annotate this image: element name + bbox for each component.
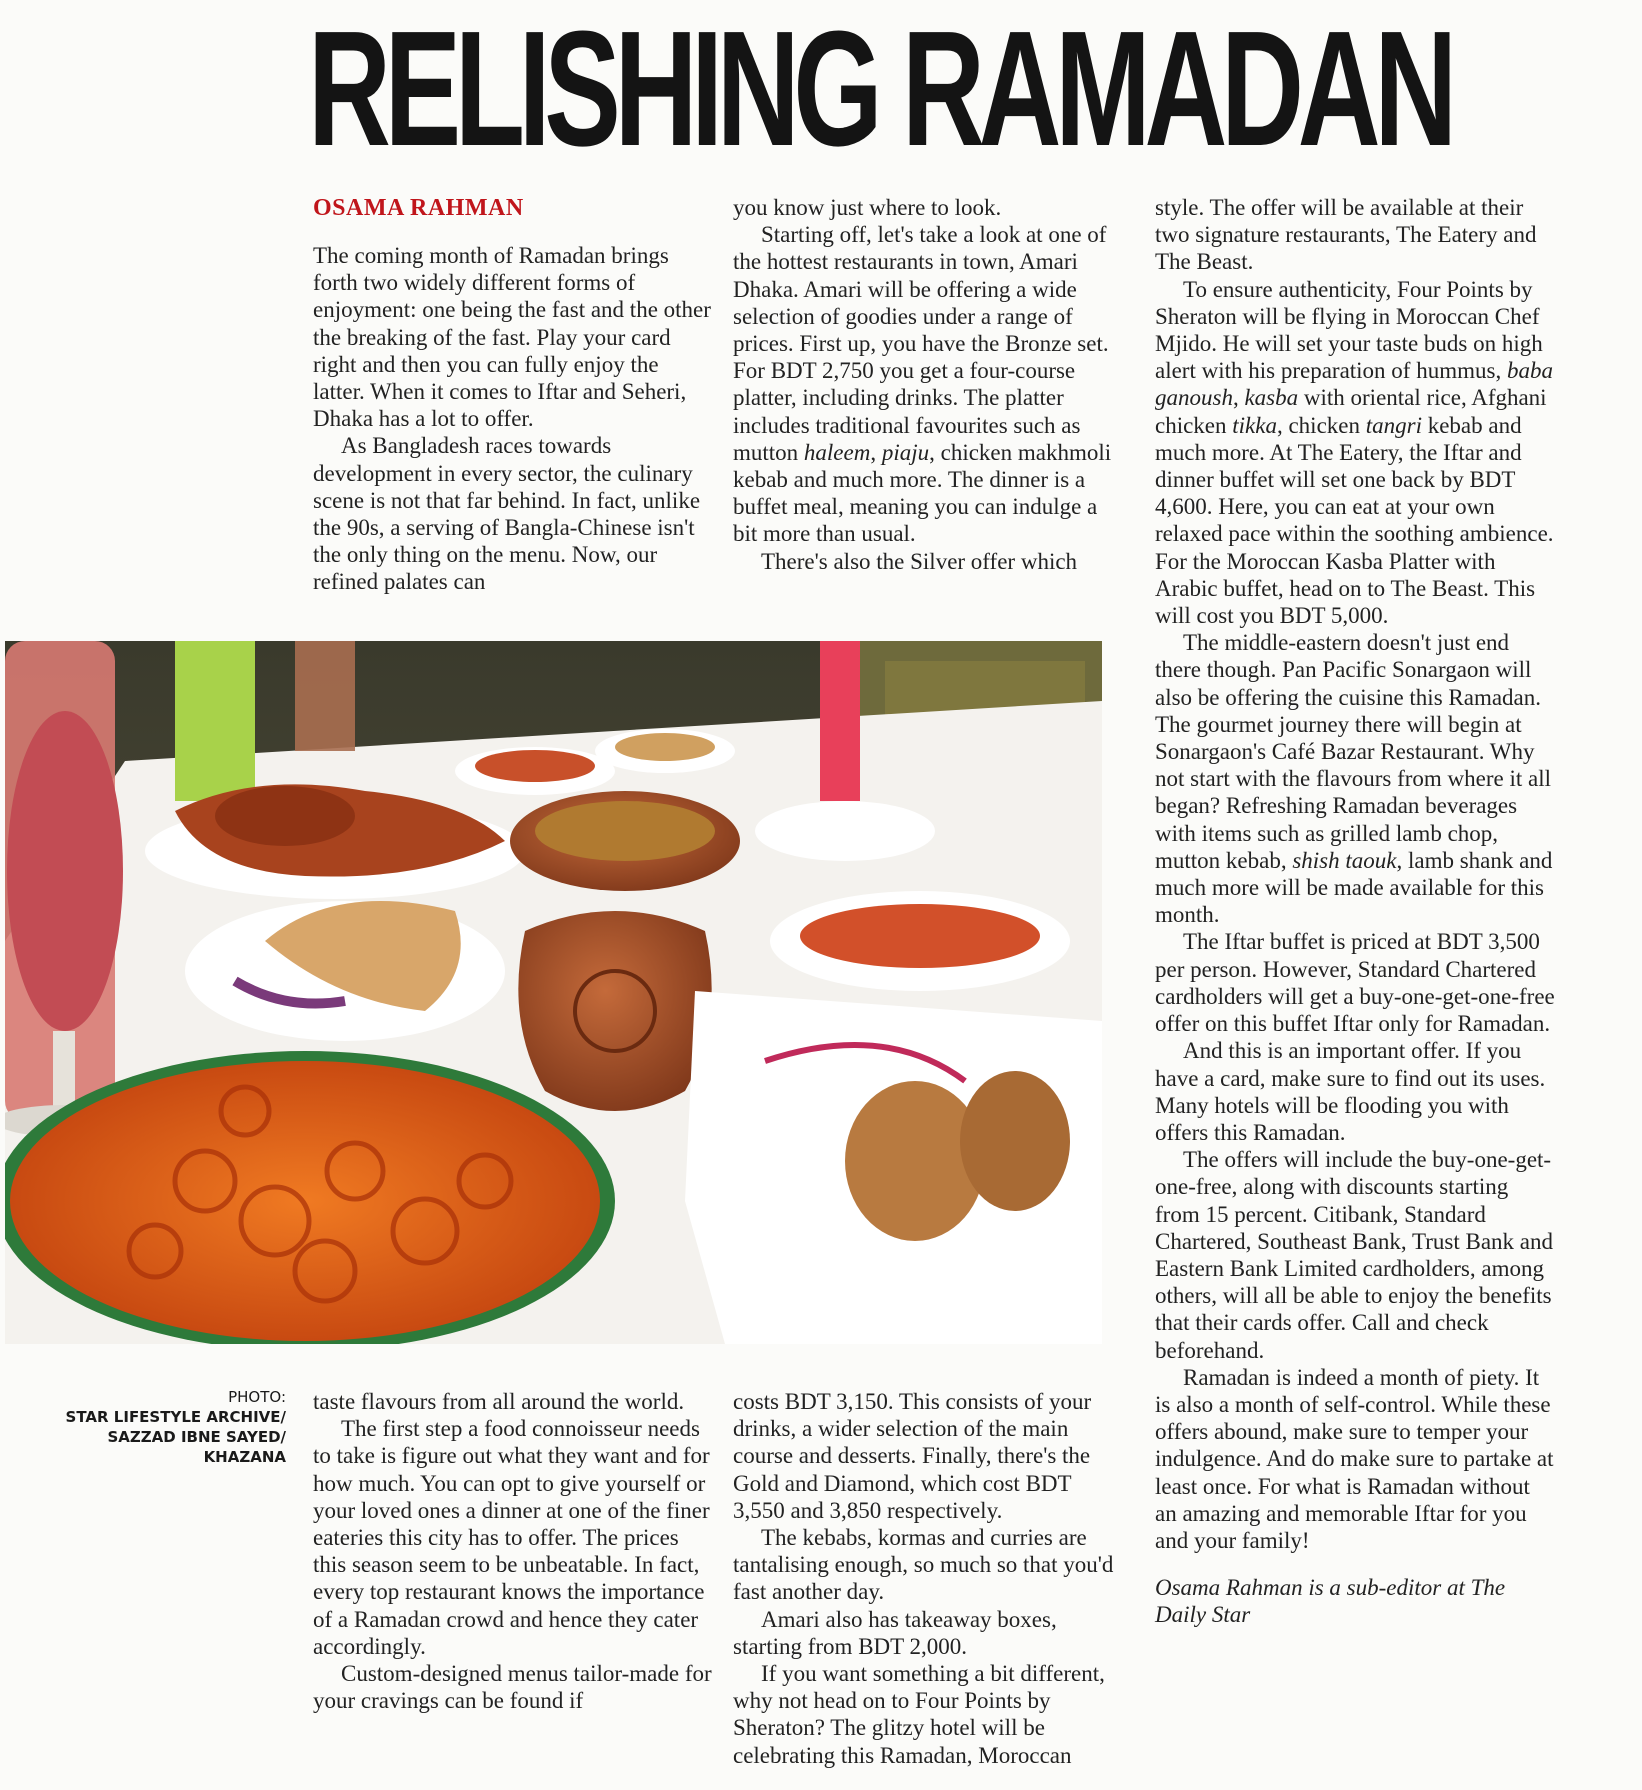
- paragraph: If you want something a bit different, why not head on to Four Points by Sheraton? The glitzy hotel will be celebrating this Ramadan, Moroccan: [733, 1661, 1105, 1768]
- italic-term: kasba: [1244, 385, 1299, 411]
- photo-credit-line: KHAZANA: [203, 1448, 286, 1466]
- paragraph: And this is an important offer. If you have a card, make sure to find out its uses. Many hotels will be flooding you with offers this Ramadan.: [1155, 1038, 1546, 1145]
- column-1-top: [313, 194, 713, 596]
- paragraph: There's also the Silver offer which: [761, 548, 1078, 574]
- text-run: The middle-eastern doesn't just end there though. Pan Pacific Sonargaon will also be offering the cuisine this Ramadan. The gourmet journey there will begin at Sonargaon's Café Bazar Restaurant. Why not start with the flavours from where it all began? Refreshing Ramadan beverages with items such as grilled lamb chop, mutton kebab,: [1155, 630, 1552, 873]
- column-1-bottom: [313, 1388, 713, 1714]
- column-2-bottom: [733, 1388, 1123, 1769]
- text-run: , chicken: [1276, 412, 1360, 438]
- italic-term: haleem: [803, 439, 871, 465]
- text-run: with oriental rice, Afghani chicken: [1155, 385, 1547, 438]
- paragraph: costs BDT 3,150. This consists of your drinks, a wider selection of the main course and desserts. Finally, there's the Gold and Diamond, which cost BDT 3,550 and 3,850 respectively.: [733, 1389, 1092, 1523]
- text-run: To ensure authenticity, Four Points by Sheraton will be flying in Moroccan Chef Mjido. He will set your taste buds on high alert with his preparation of hummus,: [1155, 276, 1543, 384]
- paragraph: [1155, 276, 1555, 630]
- paragraph: style. The offer will be available at their two signature restaurants, The Eatery and The Beast.: [1155, 195, 1537, 275]
- paragraph: taste flavours from all around the world.: [313, 1389, 685, 1414]
- italic-term: tikka: [1232, 412, 1277, 438]
- paragraph: Custom-designed menus tailor-made for your cravings can be found if: [313, 1661, 712, 1714]
- paragraph: As Bangladesh races towards development in every sector, the culinary scene is not that far behind. In fact, unlike the 90s, a serving of Bangla-Chinese isn't the only thing on the menu. Now, our refined palates can: [313, 433, 701, 595]
- paragraph: The offers will include the buy-one-get-one-free, along with discounts starting from 15 percent. Citibank, Standard Chartered, Southeast Bank, Trust Bank and Eastern Bank Limited cardholders, among others, will all be able to enjoy the benefits that their cards offer. Call and check beforehand.: [1155, 1147, 1553, 1363]
- paragraph: The Iftar buffet is priced at BDT 3,500 per person. However, Standard Chartered cardholders will get a buy-one-get-one-free offer on this buffet Iftar only for Ramadan.: [1155, 929, 1555, 1037]
- paragraph: you know just where to look.: [733, 195, 1002, 220]
- text-run: ,: [1232, 385, 1239, 411]
- column-2-top: [733, 194, 1123, 575]
- text-run: ,: [870, 439, 877, 465]
- photo-credit: [20, 1387, 286, 1467]
- italic-term: baba ganoush: [1155, 358, 1553, 411]
- author-note: Osama Rahman is a sub-editor at The Daily Star: [1155, 1575, 1506, 1628]
- photo-credit-line: STAR LIFESTYLE ARCHIVE/: [65, 1408, 286, 1426]
- paragraph: The coming month of Ramadan brings forth two widely different forms of enjoyment: one being the fast and the other the breaking of the fast. Play your card right and then you can fully enjoy the latter. When it comes to Iftar and Seheri, Dhaka has a lot to offer.: [313, 243, 711, 432]
- photo-credit-line: SAZZAD IBNE SAYED/: [107, 1428, 286, 1446]
- text-run: , chicken makhmoli kebab and much more. The dinner is a buffet meal, meaning you can indulge a bit more than usual.: [733, 439, 1112, 547]
- paragraph: Amari also has takeaway boxes, starting from BDT 2,000.: [733, 1606, 1057, 1659]
- text-run: kebab and much more. At The Eatery, the Iftar and dinner buffet will set one back by BDT 4,600. Here, you can eat at your own relaxed pace within the soothing ambience. For the Moroccan Kasba Platter with Arabic buffet, head on to The Beast. This will cost you BDT 5,000.: [1155, 412, 1554, 629]
- text-run: Starting off, let's take a look at one of the hottest restaurants in town, Amari Dhaka. Amari will be offering a wide selection of goodies under a range of prices. First up, you have the Bronze set. For BDT 2,750 you get a four-course platter, including drinks. The platter includes traditional favourites such as mutton: [733, 222, 1109, 465]
- paragraph: The first step a food connoisseur needs to take is figure out what they want and for how much. You can opt to give yourself or your loved ones a dinner at one of the finer eateries this city has to offer. The prices this season seem to be unbeatable. In fact, every top restaurant knows the importance of a Ramadan crowd and hence they cater accordingly.: [313, 1416, 710, 1659]
- italic-term: piaju: [881, 439, 930, 465]
- byline: OSAMA RAHMAN: [313, 195, 524, 221]
- paragraph: [733, 221, 1123, 547]
- paragraph: The kebabs, kormas and curries are tantalising enough, so much so that you'd fast another day.: [733, 1525, 1114, 1605]
- food-photo: [5, 641, 1102, 1344]
- paragraph: Ramadan is indeed a month of piety. It is also a month of self-control. While these offers abound, make sure to temper your indulgence. And do make sure to partake at least once. For what is Ramadan without an amazing and memorable Iftar for you and your family!: [1155, 1364, 1554, 1553]
- text-run: , lamb shank and much more will be made available for this month.: [1155, 847, 1553, 928]
- column-3: [1155, 194, 1555, 1629]
- iftar-spread-illustration: [5, 641, 1102, 1344]
- paragraph: [1155, 629, 1555, 928]
- photo-credit-label: PHOTO:: [228, 1388, 286, 1406]
- headline: RELISHING RAMADAN: [308, 0, 1451, 180]
- italic-term: shish taouk: [1292, 847, 1397, 873]
- italic-term: tangri: [1365, 412, 1422, 438]
